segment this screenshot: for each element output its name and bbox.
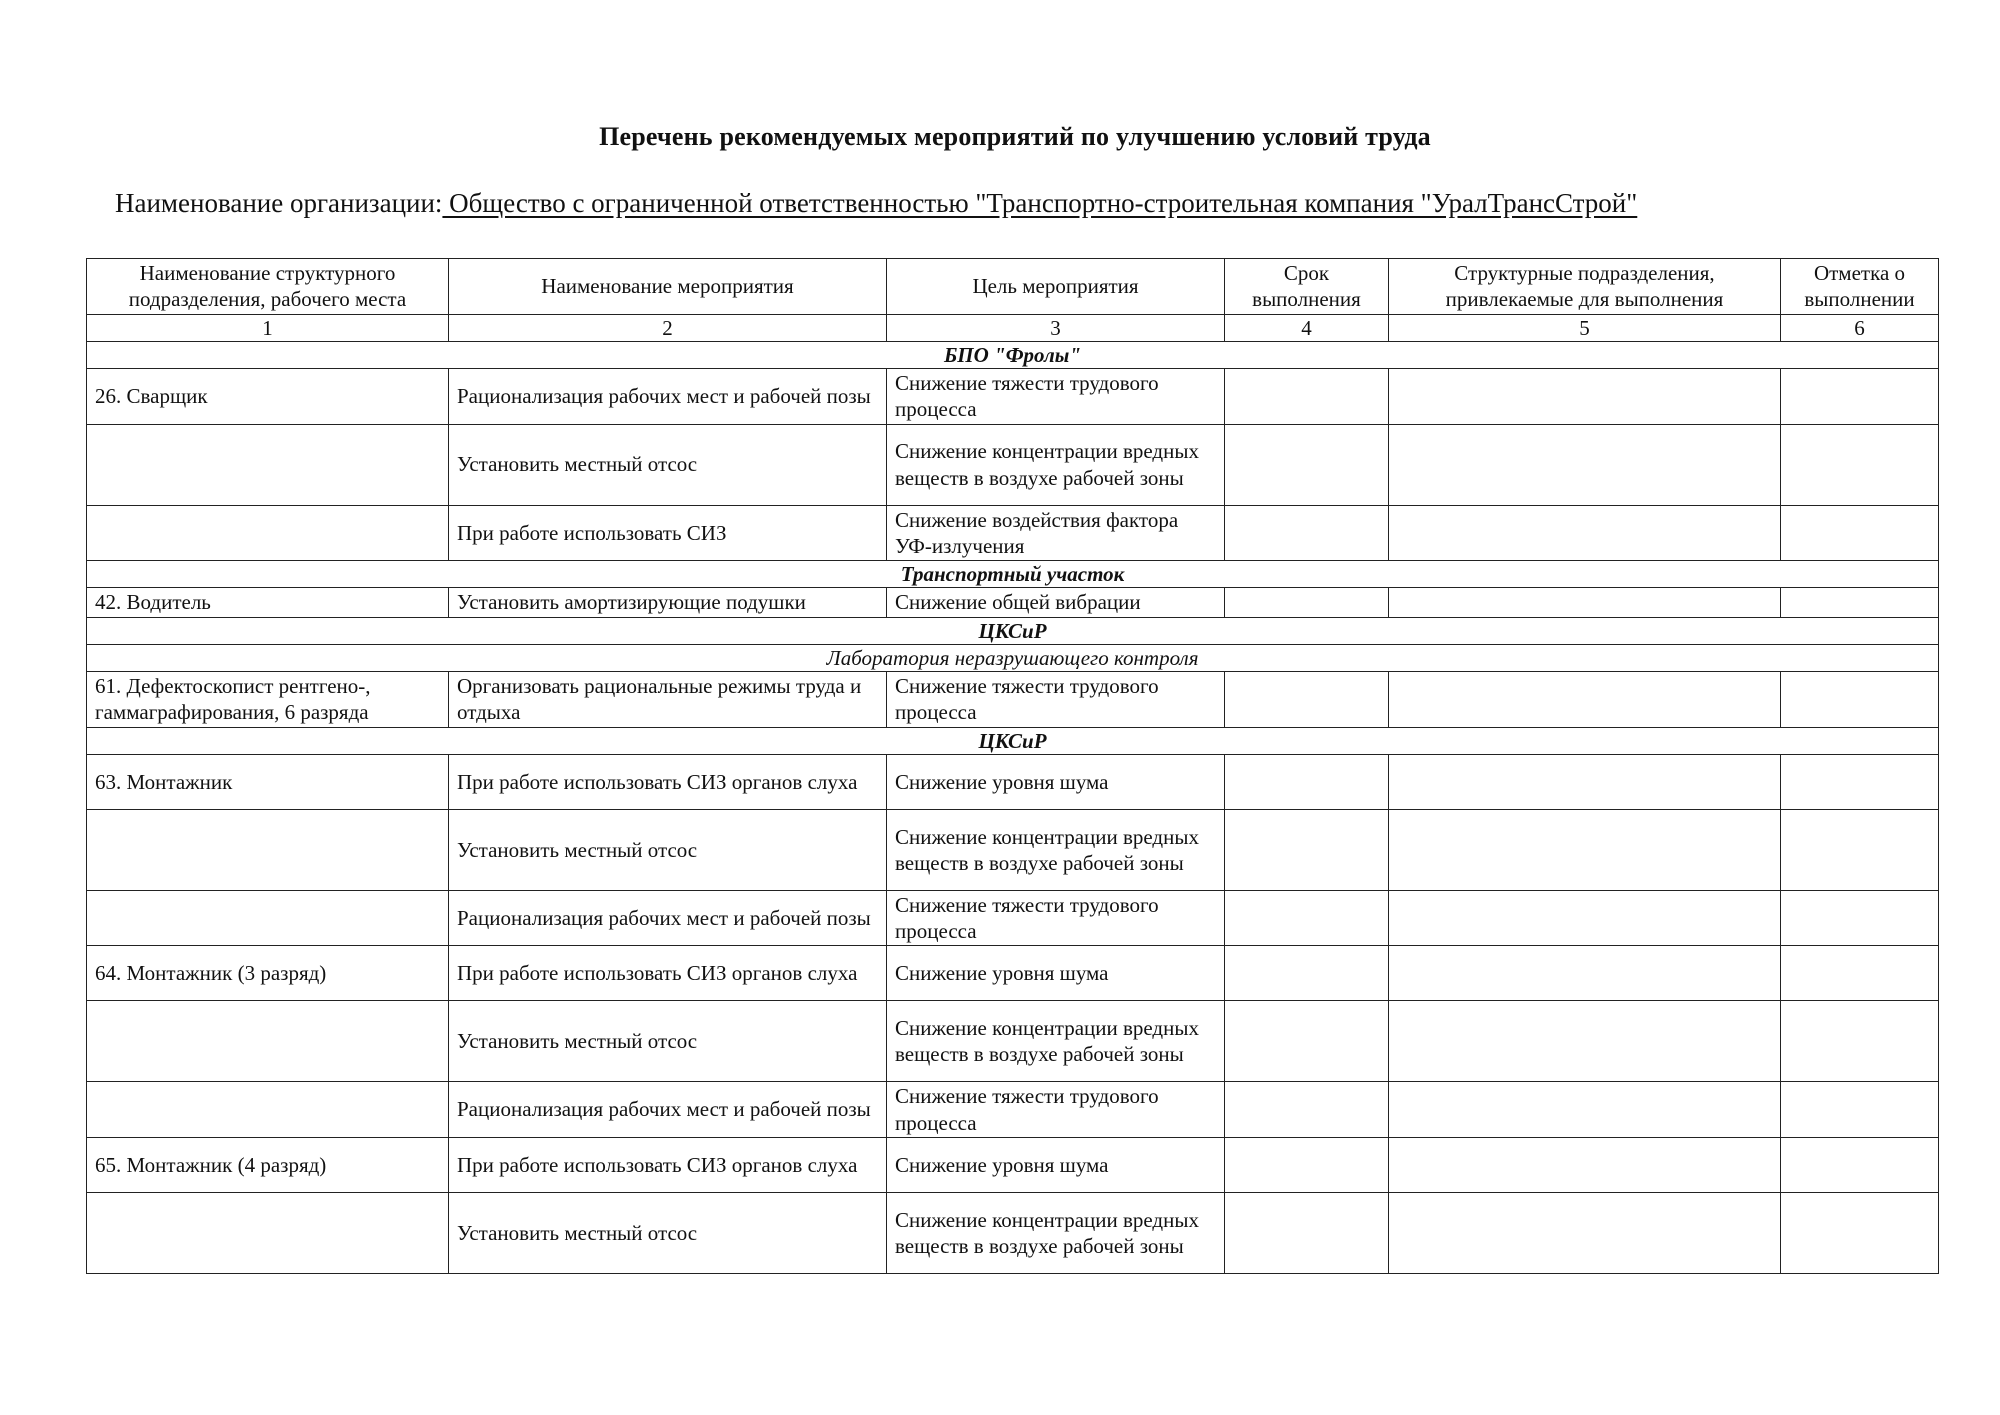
header-completion-mark: Отметка о выполнении — [1781, 259, 1939, 315]
deadline-cell — [1225, 672, 1389, 728]
column-number: 2 — [449, 314, 887, 341]
measure-cell: Установить амортизирующие подушки — [449, 588, 887, 617]
organization-name: Общество с ограниченной ответственностью "Транспортно-строительная компания "УралТрансСтрой" — [442, 188, 1638, 218]
completion-cell — [1781, 672, 1939, 728]
workplace-cell: 64. Монтажник (3 разряд) — [87, 946, 449, 1001]
deadline-cell — [1225, 369, 1389, 425]
column-number: 5 — [1389, 314, 1781, 341]
deadline-cell — [1225, 1001, 1389, 1082]
deadline-cell — [1225, 1192, 1389, 1273]
departments-cell — [1389, 754, 1781, 809]
column-number: 1 — [87, 314, 449, 341]
measure-cell: При работе использовать СИЗ — [449, 505, 887, 561]
table-row — [87, 890, 1939, 946]
header-goal: Цель мероприятия — [887, 259, 1225, 315]
deadline-cell — [1225, 946, 1389, 1001]
departments-cell — [1389, 890, 1781, 946]
completion-cell — [1781, 946, 1939, 1001]
measure-cell: При работе использовать СИЗ органов слуха — [449, 946, 887, 1001]
table-row — [87, 809, 1939, 890]
departments-cell — [1389, 809, 1781, 890]
table-row — [87, 1001, 1939, 1082]
workplace-cell: 61. Дефектоскопист рентгено-, гаммаграфирования, 6 разряда — [87, 672, 449, 728]
deadline-cell — [1225, 890, 1389, 946]
workplace-cell — [87, 1082, 449, 1138]
measure-cell: Установить местный отсос — [449, 1001, 887, 1082]
subsection-title: Лаборатория неразрушающего контроля — [87, 644, 1939, 671]
workplace-cell — [87, 890, 449, 946]
completion-cell — [1781, 505, 1939, 561]
departments-cell — [1389, 1192, 1781, 1273]
departments-cell — [1389, 1082, 1781, 1138]
measure-cell: Организовать рациональные режимы труда и отдыха — [449, 672, 887, 728]
completion-cell — [1781, 754, 1939, 809]
measure-cell: Установить местный отсос — [449, 809, 887, 890]
table-row — [87, 672, 1939, 728]
measure-cell: Рационализация рабочих мест и рабочей позы — [449, 1082, 887, 1138]
departments-cell — [1389, 672, 1781, 728]
table-row — [87, 369, 1939, 425]
workplace-cell — [87, 424, 449, 505]
goal-cell: Снижение уровня шума — [887, 1137, 1225, 1192]
departments-cell — [1389, 505, 1781, 561]
workplace-cell — [87, 505, 449, 561]
goal-cell: Снижение уровня шума — [887, 946, 1225, 1001]
goal-cell: Снижение уровня шума — [887, 754, 1225, 809]
organization-line — [115, 188, 1637, 219]
completion-cell — [1781, 424, 1939, 505]
departments-cell — [1389, 1137, 1781, 1192]
workplace-cell — [87, 1001, 449, 1082]
table-row — [87, 754, 1939, 809]
goal-cell: Снижение тяжести трудового процесса — [887, 890, 1225, 946]
goal-cell: Снижение тяжести трудового процесса — [887, 369, 1225, 425]
completion-cell — [1781, 588, 1939, 617]
completion-cell — [1781, 1001, 1939, 1082]
column-number: 3 — [887, 314, 1225, 341]
deadline-cell — [1225, 1082, 1389, 1138]
table-row — [87, 1082, 1939, 1138]
table-row — [87, 588, 1939, 617]
departments-cell — [1389, 1001, 1781, 1082]
completion-cell — [1781, 809, 1939, 890]
table-row — [87, 946, 1939, 1001]
departments-cell — [1389, 588, 1781, 617]
header-workplace: Наименование структурного подразделения, рабочего места — [87, 259, 449, 315]
deadline-cell — [1225, 505, 1389, 561]
workplace-cell — [87, 809, 449, 890]
organization-label: Наименование организации: — [115, 188, 443, 218]
workplace-cell: 65. Монтажник (4 разряд) — [87, 1137, 449, 1192]
header-measure: Наименование мероприятия — [449, 259, 887, 315]
header-departments: Структурные подразделения, привлекаемые для выполнения — [1389, 259, 1781, 315]
workplace-cell — [87, 1192, 449, 1273]
section-row — [87, 341, 1939, 368]
workplace-cell: 42. Водитель — [87, 588, 449, 617]
measures-table — [86, 258, 1939, 1274]
subsection-row — [87, 644, 1939, 671]
workplace-cell: 26. Сварщик — [87, 369, 449, 425]
section-title: БПО "Фролы" — [87, 341, 1939, 368]
measure-cell: Установить местный отсос — [449, 1192, 887, 1273]
goal-cell: Снижение воздействия фактора УФ-излучения — [887, 505, 1225, 561]
section-title: ЦКСиР — [87, 617, 1939, 644]
table-row — [87, 1137, 1939, 1192]
completion-cell — [1781, 1137, 1939, 1192]
completion-cell — [1781, 1082, 1939, 1138]
goal-cell: Снижение концентрации вредных веществ в воздухе рабочей зоны — [887, 809, 1225, 890]
measure-cell: Установить местный отсос — [449, 424, 887, 505]
section-title: Транспортный участок — [87, 561, 1939, 588]
table-row — [87, 424, 1939, 505]
completion-cell — [1781, 369, 1939, 425]
deadline-cell — [1225, 809, 1389, 890]
section-row — [87, 727, 1939, 754]
workplace-cell: 63. Монтажник — [87, 754, 449, 809]
table-header-row — [87, 259, 1939, 315]
goal-cell: Снижение концентрации вредных веществ в воздухе рабочей зоны — [887, 1192, 1225, 1273]
goal-cell: Снижение концентрации вредных веществ в воздухе рабочей зоны — [887, 424, 1225, 505]
deadline-cell — [1225, 754, 1389, 809]
completion-cell — [1781, 890, 1939, 946]
measure-cell: При работе использовать СИЗ органов слуха — [449, 754, 887, 809]
column-number-row — [87, 314, 1939, 341]
goal-cell: Снижение общей вибрации — [887, 588, 1225, 617]
deadline-cell — [1225, 424, 1389, 505]
departments-cell — [1389, 369, 1781, 425]
goal-cell: Снижение концентрации вредных веществ в воздухе рабочей зоны — [887, 1001, 1225, 1082]
completion-cell — [1781, 1192, 1939, 1273]
column-number: 6 — [1781, 314, 1939, 341]
page-title: Перечень рекомендуемых мероприятий по улучшению условий труда — [599, 122, 1431, 151]
table-row — [87, 505, 1939, 561]
section-row — [87, 561, 1939, 588]
goal-cell: Снижение тяжести трудового процесса — [887, 672, 1225, 728]
measure-cell: При работе использовать СИЗ органов слуха — [449, 1137, 887, 1192]
departments-cell — [1389, 424, 1781, 505]
deadline-cell — [1225, 1137, 1389, 1192]
measure-cell: Рационализация рабочих мест и рабочей позы — [449, 369, 887, 425]
table-row — [87, 1192, 1939, 1273]
header-deadline: Срок выполнения — [1225, 259, 1389, 315]
departments-cell — [1389, 946, 1781, 1001]
column-number: 4 — [1225, 314, 1389, 341]
section-row — [87, 617, 1939, 644]
deadline-cell — [1225, 588, 1389, 617]
goal-cell: Снижение тяжести трудового процесса — [887, 1082, 1225, 1138]
section-title: ЦКСиР — [87, 727, 1939, 754]
measure-cell: Рационализация рабочих мест и рабочей позы — [449, 890, 887, 946]
